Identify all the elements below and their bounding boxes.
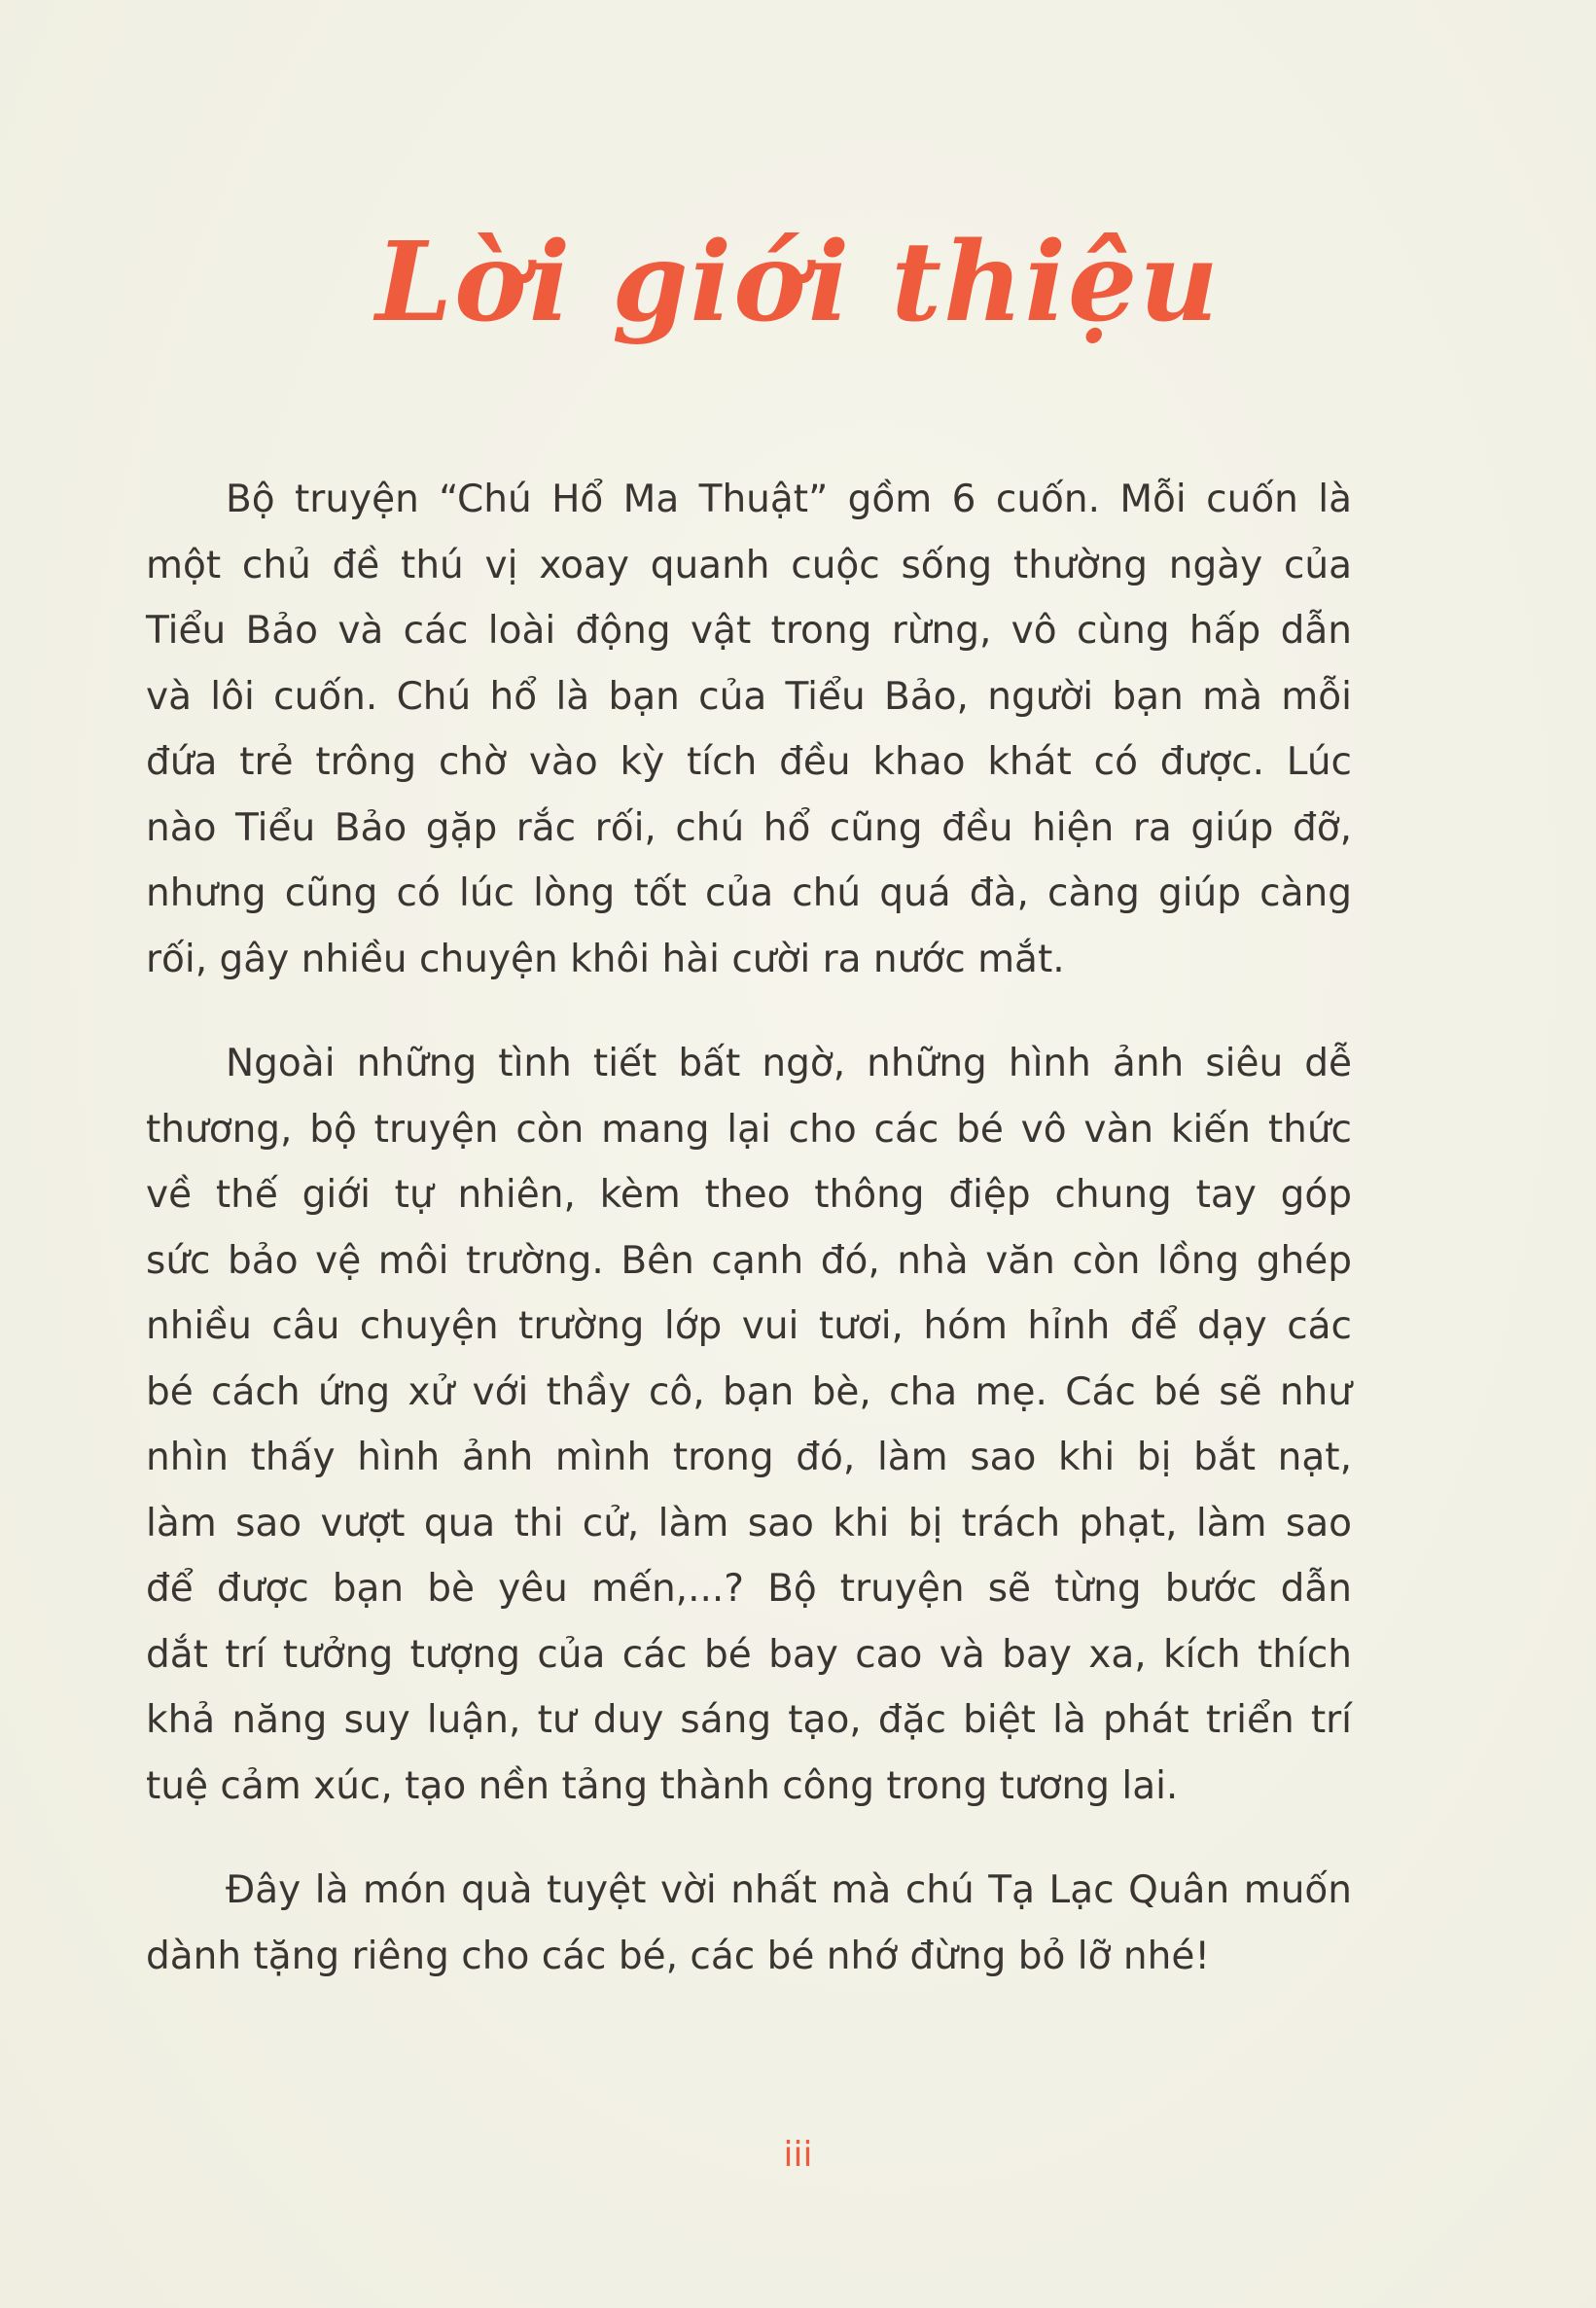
text-line: sức bảo vệ môi trường. Bên cạnh đó, nhà văn còn lồng ghép [146,1238,1352,1283]
text-line: khả năng suy luận, tư duy sáng tạo, đặc biệt là phát triển trí [146,1698,1352,1742]
text-line: nào Tiểu Bảo gặp rắc rối, chú hổ cũng đều hiện ra giúp đỡ, [146,805,1352,850]
text-line: Ngoài những tình tiết bất ngờ, những hình ảnh siêu dễ [226,1042,1352,1085]
page-number: iii [783,2135,813,2175]
text-line: một chủ đề thú vị xoay quanh cuộc sống thường ngày của [146,543,1352,587]
text-line: để được bạn bè yêu mến,...? Bộ truyện sẽ từng bước dẫn [146,1567,1352,1611]
paragraph-1 [146,467,1352,992]
text-line: đứa trẻ trông chờ vào kỳ tích đều khao khát có được. Lúc [146,740,1352,784]
text-line: nhưng cũng có lúc lòng tốt của chú quá đà, càng giúp càng [146,871,1352,915]
paragraph-2 [146,1031,1352,1819]
text-line: tuệ cảm xúc, tạo nền tảng thành công trong tương lai. [146,1763,1179,1808]
text-line: dành tặng riêng cho các bé, các bé nhớ đừng bỏ lỡ nhé! [146,1934,1210,1978]
text-line: nhìn thấy hình ảnh mình trong đó, làm sao khi bị bắt nạt, [146,1436,1352,1479]
text-line: nhiều câu chuyện trường lớp vui tươi, hóm hỉnh để dạy các [146,1304,1352,1348]
paragraph-3 [146,1858,1352,1989]
text-line: dắt trí tưởng tượng của các bé bay cao và bay xa, kích thích [146,1632,1352,1677]
text-line: và lôi cuốn. Chú hổ là bạn của Tiểu Bảo, người bạn mà mỗi [146,674,1352,719]
text-line: rối, gây nhiều chuyện khôi hài cười ra nước mắt. [146,937,1065,981]
text-line: Đây là món quà tuyệt vời nhất mà chú Tạ Lạc Quân muốn [226,1868,1352,1912]
text-line: Bộ truyện “Chú Hổ Ma Thuật” gồm 6 cuốn. Mỗi cuốn là [226,478,1352,521]
text-line: bé cách ứng xử với thầy cô, bạn bè, cha mẹ. Các bé sẽ như [146,1369,1352,1414]
text-line: thương, bộ truyện còn mang lại cho các bé vô vàn kiến thức [146,1107,1352,1152]
text-line: làm sao vượt qua thi cử, làm sao khi bị trách phạt, làm sao [146,1501,1352,1545]
text-line: về thế giới tự nhiên, kèm theo thông điệp chung tay góp [146,1173,1352,1217]
text-line: Tiểu Bảo và các loài động vật trong rừng, vô cùng hấp dẫn [146,609,1352,653]
body-text [146,467,1352,2028]
page-title: Lời giới thiệu [375,219,1221,346]
